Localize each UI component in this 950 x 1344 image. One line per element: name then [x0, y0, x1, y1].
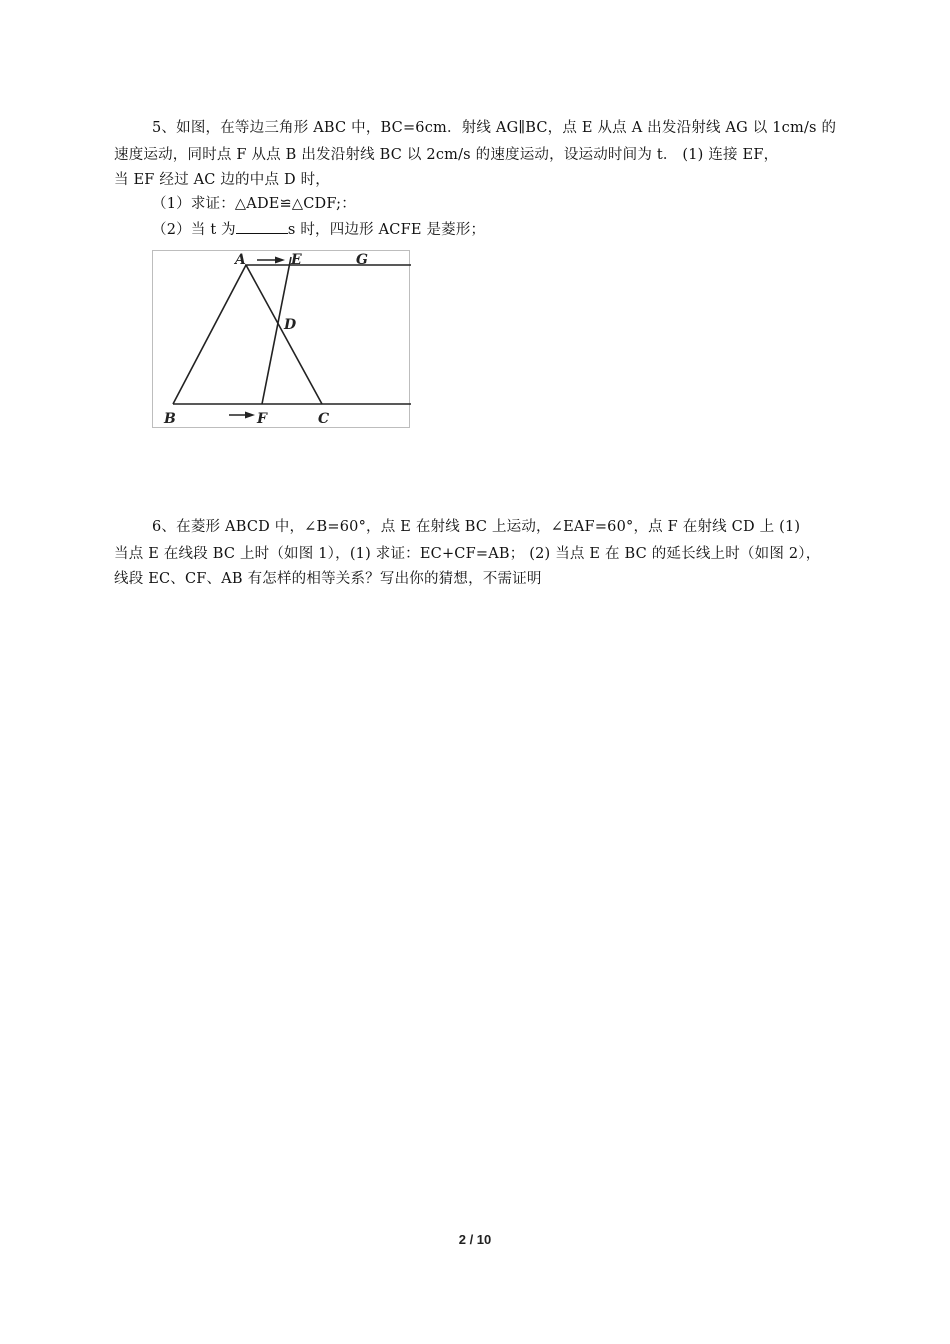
- problem5-question1: （1）求证：△ADE≌△CDF;：: [152, 196, 356, 212]
- problem5-line3: 当 EF 经过 AC 边的中点 D 时，: [114, 172, 330, 188]
- arrow-ae-head: [275, 257, 285, 264]
- label-g: G: [356, 252, 368, 268]
- problem5-question2: [152, 219, 485, 240]
- label-a: A: [235, 252, 246, 268]
- answer-blank: [236, 219, 288, 234]
- label-e: E: [291, 252, 302, 268]
- question2-suffix: s 时，四边形 ACFE 是菱形；: [287, 222, 486, 238]
- question2-prefix: （2）当 t 为: [152, 222, 236, 238]
- geometry-figure: [152, 250, 410, 428]
- label-d: D: [284, 317, 297, 333]
- page-number: 2 / 10: [458, 1232, 492, 1247]
- side-ab: [173, 265, 246, 404]
- label-b: B: [164, 411, 176, 427]
- problem5-line1: 5、如图，在等边三角形 ABC 中，BC=6cm．射线 AG∥BC，点 E 从点 A 出发沿射线 AG 以 1cm/s 的: [152, 120, 837, 136]
- problem5-line2: 速度运动，同时点 F 从点 B 出发沿射线 BC 以 2cm/s 的速度运动，设运动时间为 t． (1) 连接 EF，: [114, 147, 779, 163]
- side-ac: [246, 265, 322, 404]
- problem6-line2: 当点 E 在线段 BC 上时（如图 1），(1) 求证：EC+CF=AB； (2) 当点 E 在 BC 的延长线上时（如图 2），: [114, 546, 821, 562]
- arrow-bf-head: [245, 412, 255, 419]
- label-f: F: [257, 411, 267, 427]
- figure-svg: [153, 251, 411, 429]
- problem6-line1: 6、在菱形 ABCD 中，∠B=60°，点 E 在射线 BC 上运动，∠EAF=60°，点 F 在射线 CD 上 (1): [152, 519, 801, 535]
- label-c: C: [318, 411, 330, 427]
- problem6-line3: 线段 EC、CF、AB 有怎样的相等关系？写出你的猜想，不需证明: [114, 571, 542, 587]
